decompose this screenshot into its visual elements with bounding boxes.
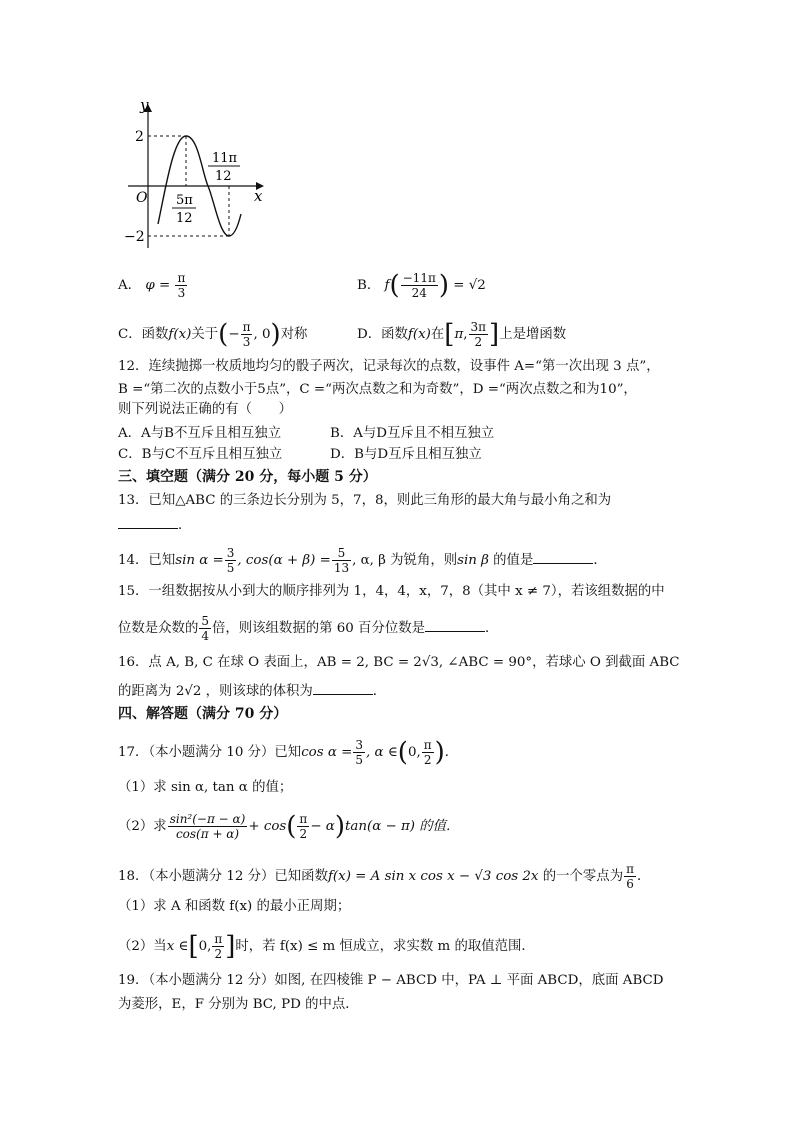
x1-den: 12 xyxy=(176,211,193,226)
x2-num: 11π xyxy=(212,151,238,166)
sine-graph xyxy=(118,96,288,256)
numerator: π xyxy=(214,932,223,946)
numerator: sin²(−π − α) xyxy=(169,812,246,826)
expr: , α ∈ xyxy=(366,745,398,760)
denominator: 2 xyxy=(423,753,432,767)
q17-part1: （1）求 sin α, tan α 的值； xyxy=(118,780,293,795)
function-symbol: f xyxy=(384,278,390,293)
right-paren: ) xyxy=(270,319,281,350)
fraction xyxy=(469,320,489,349)
text: （2）当 xyxy=(118,939,167,954)
numerator: 3 xyxy=(226,546,235,560)
origin-label: O xyxy=(136,190,148,206)
left-paren: ( xyxy=(286,811,297,842)
q15-line2 xyxy=(118,614,498,643)
right-paren: ) xyxy=(438,270,449,301)
answer-blank[interactable] xyxy=(533,549,593,564)
text: 时，若 f(x) ≤ m 恒成立，求实数 m 的取值范围． xyxy=(235,939,535,954)
q13-answer-line xyxy=(118,514,191,536)
option-label: B． xyxy=(357,278,381,293)
period: ． xyxy=(178,518,192,533)
period: ． xyxy=(372,684,387,699)
q13-line1: 13．已知△ABC 的三条边长分别为 5，7，8，则此三角形的最大角与最小角之和为 xyxy=(118,493,612,508)
text: 上是增函数 xyxy=(499,327,567,342)
fraction xyxy=(175,271,187,300)
text: 对称 xyxy=(280,327,308,342)
denominator: 2 xyxy=(474,335,483,349)
q12-option-a[interactable]: A．A与B不互斥且相互独立 xyxy=(118,426,282,441)
q12-line3: 则下列说法正确的有（ ） xyxy=(118,402,293,417)
denominator: 13 xyxy=(333,561,350,575)
q12-line1: 12．连续抛掷一枚质地均匀的骰子两次，记录每次的点数，设事件 A=“第一次出现 3 点”， xyxy=(118,359,660,374)
function-symbol: f(x) xyxy=(407,327,431,342)
section-4-heading: 四、解答题（满分 70 分） xyxy=(118,706,288,722)
fraction xyxy=(297,812,309,841)
denominator: 3 xyxy=(242,335,251,349)
text: 倍，则该组数据的第 60 百分位数是 xyxy=(211,621,426,636)
text: 18．（本小题满分 12 分）已知函数 xyxy=(118,869,328,884)
left-paren: ( xyxy=(218,319,229,350)
denominator: 3 xyxy=(177,286,186,300)
numerator: 5 xyxy=(201,614,209,628)
q12-line2: B =“第二次的点数小于5点”，C =“两次点数之和为奇数”，D =“两次点数之和为10”， xyxy=(118,382,637,397)
denominator: 4 xyxy=(201,629,209,643)
equals: = xyxy=(154,278,175,293)
answer-blank[interactable] xyxy=(425,617,485,632)
q18-part2: （2）当x ∈[0, $\frac{\pi}{2}$ ]时，若 f(x) ≤ m 恒成立，求实数 m 的取值范围． xyxy=(118,931,535,962)
q17-stem: 17．（本小题满分 10 分）已知cos α = $\frac{3}{5}$ , α ∈(0, $\frac{\pi}{2}$ )． xyxy=(118,737,459,768)
q18-part1: （1）求 A 和函数 f(x) 的最小正周期； xyxy=(118,899,351,914)
expr: sin α = xyxy=(175,553,224,568)
fraction xyxy=(624,862,636,891)
q16-line1: 16．点 A, B, C 在球 O 表面上，AB = 2, BC = 2√3, ∠ABC = 90°，若球心 O 到截面 ABC xyxy=(118,655,680,670)
fraction xyxy=(401,271,438,300)
answer-blank[interactable] xyxy=(118,514,178,529)
q15-line1: 15．一组数据按从小到大的顺序排列为 1，4，4，x，7，8（其中 x ≠ 7），若该组数据的中 xyxy=(118,584,665,599)
q18-stem: 18．（本小题满分 12 分）已知函数f(x) = A sin x cos x − √3 cos 2x 的一个零点为 $\frac{\pi}{6}$ ． xyxy=(118,862,651,891)
q14 xyxy=(118,546,607,575)
text: 的值是 xyxy=(488,553,534,568)
fraction xyxy=(241,320,253,349)
fraction xyxy=(422,738,434,767)
fraction xyxy=(168,812,248,841)
expr: cos α = xyxy=(301,745,353,760)
text: 位数是众数的 xyxy=(118,621,199,636)
numerator: π xyxy=(626,862,634,876)
denominator: 6 xyxy=(626,877,634,891)
expr: x ∈ xyxy=(166,939,189,954)
denominator: 5 xyxy=(226,561,235,575)
text: 的一个零点为 xyxy=(538,869,624,884)
q17-part2: （2）求 $\frac{\text{sin²(−π − α)}}{\cos(\pi + \alpha)}$ + cos( $\frac{\pi}{2}$ − α)tan(α − π) 的值． xyxy=(118,811,460,842)
numerator: π xyxy=(299,812,308,826)
q12-option-d[interactable]: D．B与D互斥且相互独立 xyxy=(330,447,482,462)
option-label: A． xyxy=(118,278,142,293)
text: 的距离为 2√2 ，则该球的体积为 xyxy=(118,684,313,699)
denominator: 2 xyxy=(299,827,308,841)
numerator: 3 xyxy=(355,738,364,752)
fraction xyxy=(199,614,211,643)
denominator: 2 xyxy=(214,947,223,961)
text: , α, β 为锐角，则 xyxy=(352,553,458,568)
text: 在 xyxy=(430,327,445,342)
left-paren: ( xyxy=(389,270,400,301)
numerator: 3π xyxy=(470,320,487,334)
expr: f(x) = A sin x cos x − √3 cos 2x xyxy=(327,869,539,884)
section-3-heading: 三、填空题（满分 20 分，每小题 5 分） xyxy=(118,469,377,485)
right-bracket: ] xyxy=(225,931,236,962)
q12-option-c[interactable]: C．B与C不互斥且相互独立 xyxy=(118,447,283,462)
right-paren: ) xyxy=(334,811,345,842)
period: ． xyxy=(593,553,607,568)
denominator: 5 xyxy=(355,753,364,767)
q11-option-d[interactable]: D．函数f(x)在[π, $\frac{3\pi}{2}$ ]上是增函数 xyxy=(357,319,567,350)
y-min-label: −2 xyxy=(124,229,145,245)
function-symbol: f(x) xyxy=(168,327,192,342)
y-label: y xyxy=(140,96,149,114)
numerator: π xyxy=(242,320,251,334)
q12-option-b[interactable]: B．A与D互斥且不相互独立 xyxy=(330,426,495,441)
left-paren: ( xyxy=(397,737,408,768)
q16-line2 xyxy=(118,680,386,702)
text: 关于 xyxy=(191,327,219,342)
text: 17．（本小题满分 10 分）已知 xyxy=(118,745,302,760)
numerator: 5 xyxy=(332,546,351,561)
q11-option-b[interactable] xyxy=(357,271,486,300)
numerator: −11π xyxy=(402,271,436,285)
expr: tan(α − π) 的值． xyxy=(345,819,460,834)
expr: + cos xyxy=(248,819,287,834)
right-bracket: ] xyxy=(489,319,500,350)
period: ． xyxy=(485,621,499,636)
expr: , cos(α + β) = xyxy=(237,553,331,568)
text: 14．已知 xyxy=(118,553,176,568)
q19-line1: 19．（本小题满分 12 分）如图, 在四棱锥 P − ABCD 中，PA ⊥ 平面 ABCD，底面 ABCD xyxy=(118,973,664,988)
right-paren: ) xyxy=(434,737,445,768)
answer-blank[interactable] xyxy=(313,680,373,695)
denominator: cos(π + α) xyxy=(175,827,240,841)
x1-num: 5π xyxy=(176,193,193,208)
q19-line2: 为菱形，E，F 分别为 BC, PD 的中点． xyxy=(118,997,359,1012)
numerator: π xyxy=(423,738,432,752)
q11-option-c[interactable]: C．函数f(x)关于(− $\frac{\pi}{3}$ , 0)对称 xyxy=(118,319,308,350)
expr: sin β xyxy=(457,553,489,568)
text: （2）求 xyxy=(118,819,167,834)
denominator: 24 xyxy=(411,286,427,300)
x-label: x xyxy=(254,187,263,205)
fraction xyxy=(212,932,224,961)
numerator: π xyxy=(177,271,186,285)
x2-den: 12 xyxy=(215,169,232,184)
left-bracket: [ xyxy=(444,319,455,350)
rhs: = √2 xyxy=(453,278,486,293)
q11-option-a[interactable] xyxy=(118,271,188,300)
phi-symbol: φ xyxy=(145,278,155,293)
option-label: C．函数 xyxy=(118,327,169,342)
y-max-label: 2 xyxy=(135,129,144,145)
fraction xyxy=(225,546,237,575)
fraction xyxy=(332,546,351,575)
left-bracket: [ xyxy=(188,931,199,962)
fraction xyxy=(353,738,365,767)
option-label: D．函数 xyxy=(357,327,408,342)
